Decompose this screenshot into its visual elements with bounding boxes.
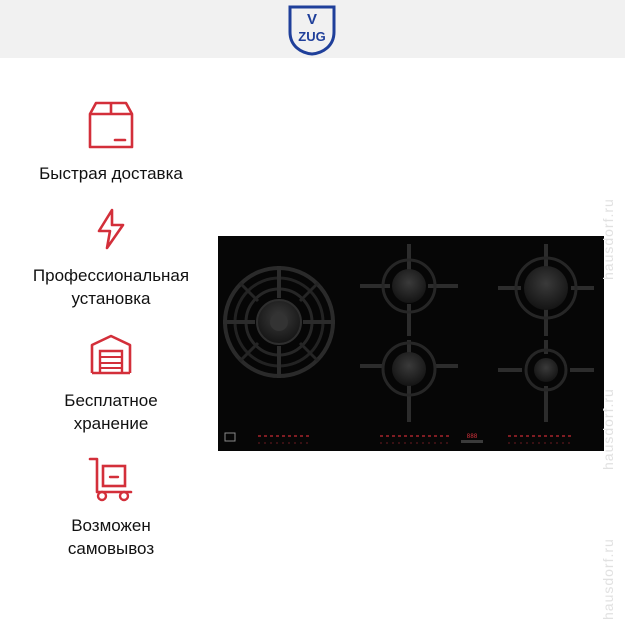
feature-professional-installation: [0, 208, 222, 310]
watermark: hausdorf.ru: [600, 538, 616, 620]
feature-label-line-2: хранение: [73, 414, 149, 433]
display-readout: 888: [466, 433, 478, 440]
feature-free-storage: [0, 333, 222, 435]
feature-label-line-1: Бесплатное: [64, 391, 158, 410]
feature-label-line-1: Возможен: [71, 516, 151, 535]
feature-label-line-1: Быстрая доставка: [39, 164, 183, 183]
box-icon: [87, 100, 135, 150]
svg-text:ZUG: ZUG: [298, 29, 326, 44]
feature-label-line-1: Профессиональная: [32, 266, 190, 285]
brand-logo[interactable]: [287, 4, 337, 56]
product-image-gas-hob[interactable]: [218, 236, 604, 451]
svg-text:V: V: [306, 11, 318, 28]
feature-label-line-2: установка: [71, 289, 151, 308]
header-bar: [0, 0, 625, 58]
lightning-icon: [91, 208, 131, 250]
hand-truck-icon: [87, 456, 135, 502]
feature-fast-delivery: [0, 100, 222, 185]
feature-label-line-2: самовывоз: [67, 539, 155, 558]
feature-self-pickup: [0, 456, 222, 560]
wok-burner: [223, 266, 335, 378]
watermark: hausdorf.ru: [600, 198, 616, 280]
warehouse-icon: [89, 333, 133, 375]
gas-hob-illustration: [218, 236, 604, 451]
watermark: hausdorf.ru: [600, 388, 616, 470]
